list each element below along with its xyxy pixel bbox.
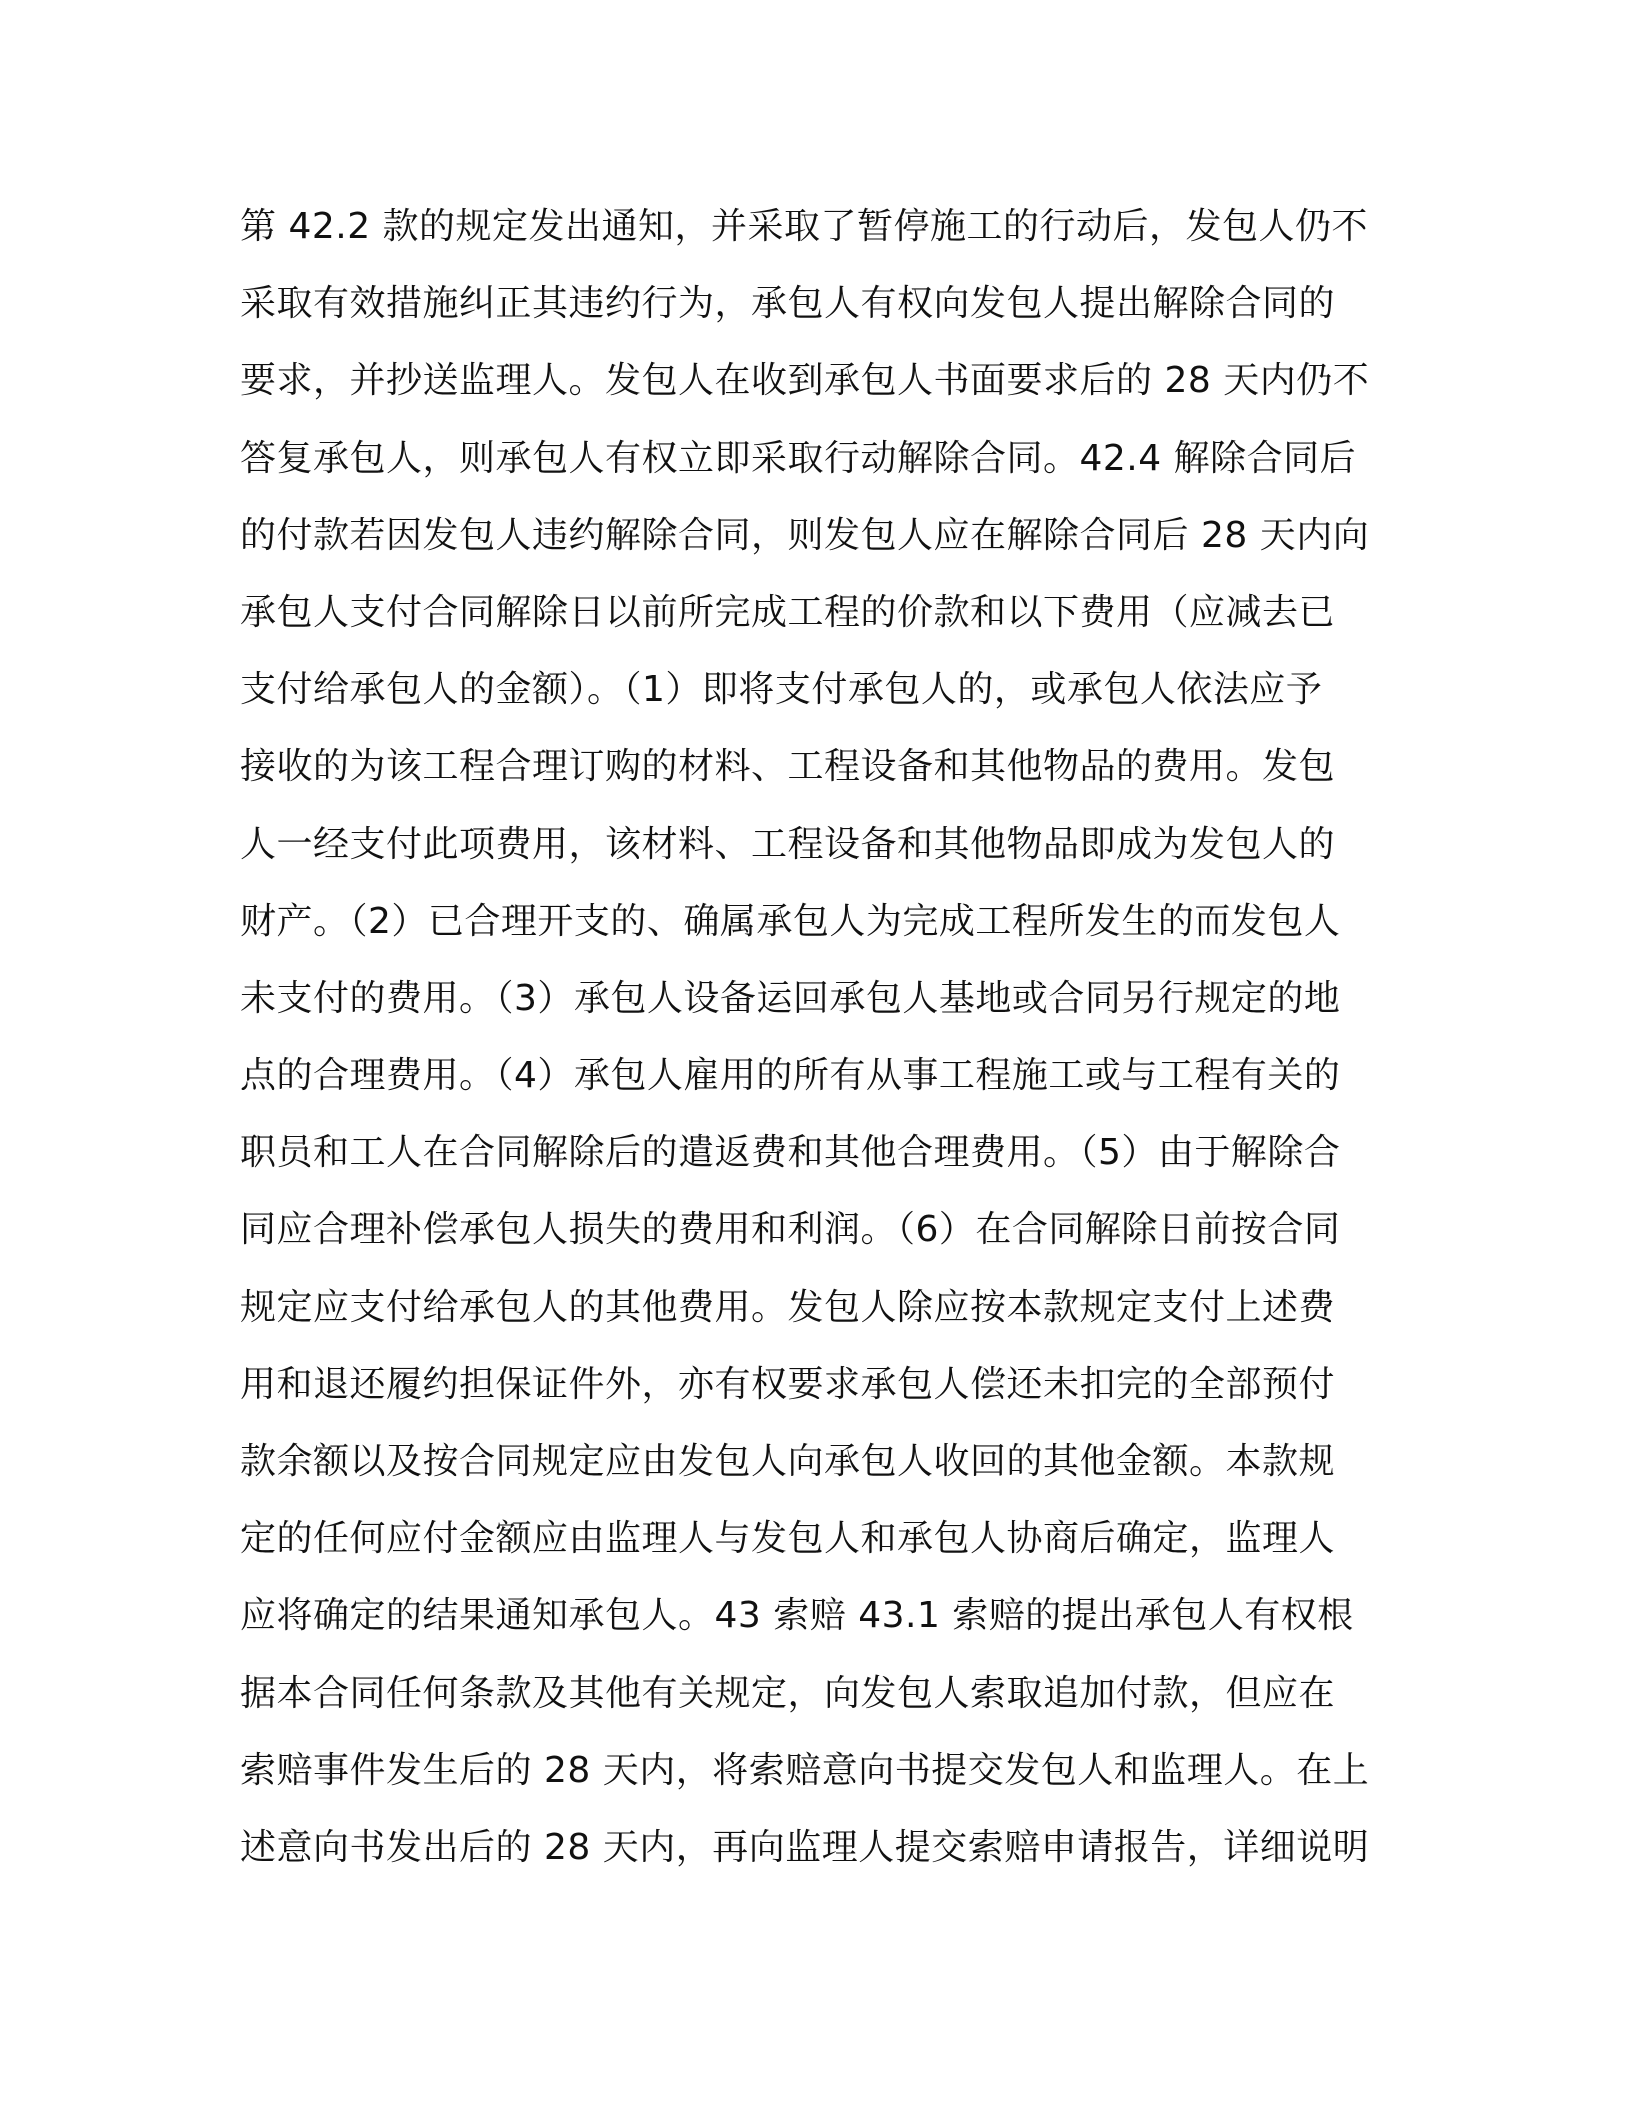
text-line: 用和退还履约担保证件外，亦有权要求承包人偿还未扣完的全部预付 [240,1363,1336,1405]
text-line: 未支付的费用。（3）承包人设备运回承包人基地或合同另行规定的地 [240,977,1341,1019]
text-line: 据本合同任何条款及其他有关规定，向发包人索取追加付款，但应在 [240,1672,1336,1714]
text-line: 承包人支付合同解除日以前所完成工程的价款和以下费用（应减去已 [240,591,1336,633]
text-line: 述意向书发出后的 28 天内，再向监理人提交索赔申请报告，详细说明 [240,1826,1370,1868]
text-line: 采取有效措施纠正其违约行为，承包人有权向发包人提出解除合同的 [240,283,1336,325]
text-line: 接收的为该工程合理订购的材料、工程设备和其他物品的费用。发包 [240,746,1336,788]
text-line: 应将确定的结果通知承包人。43 索赔 43.1 索赔的提出承包人有权根 [240,1595,1354,1637]
text-line: 的付款若因发包人违约解除合同，则发包人应在解除合同后 28 天内向 [240,514,1370,556]
text-line: 同应合理补偿承包人损失的费用和利润。（6）在合同解除日前按合同 [240,1209,1341,1251]
text-line: 人一经支付此项费用，该材料、工程设备和其他物品即成为发包人的 [240,823,1336,865]
text-line: 第 42.2 款的规定发出通知，并采取了暂停施工的行动后，发包人仍不 [240,206,1369,247]
text-line: 要求，并抄送监理人。发包人在收到承包人书面要求后的 28 天内仍不 [240,360,1370,402]
text-line: 点的合理费用。（4）承包人雇用的所有从事工程施工或与工程有关的 [240,1055,1341,1097]
text-line: 答复承包人，则承包人有权立即采取行动解除合同。42.4 解除合同后 [240,437,1357,479]
text-line: 规定应支付给承包人的其他费用。发包人除应按本款规定支付上述费 [240,1286,1336,1328]
text-line: 职员和工人在合同解除后的遣返费和其他合理费用。（5）由于解除合 [240,1132,1341,1174]
text-line: 支付给承包人的金额）。（1）即将支付承包人的，或承包人依法应予 [240,669,1323,711]
text-line: 定的任何应付金额应由监理人与发包人和承包人协商后确定，监理人 [240,1518,1336,1560]
text-line: 索赔事件发生后的 28 天内，将索赔意向书提交发包人和监理人。在上 [240,1749,1370,1791]
body-text [240,188,1390,1886]
text-line: 款余额以及按合同规定应由发包人向承包人收回的其他金额。本款规 [240,1441,1336,1482]
text-line: 财产。（2）已合理开支的、确属承包人为完成工程所发生的而发包人 [240,900,1341,942]
